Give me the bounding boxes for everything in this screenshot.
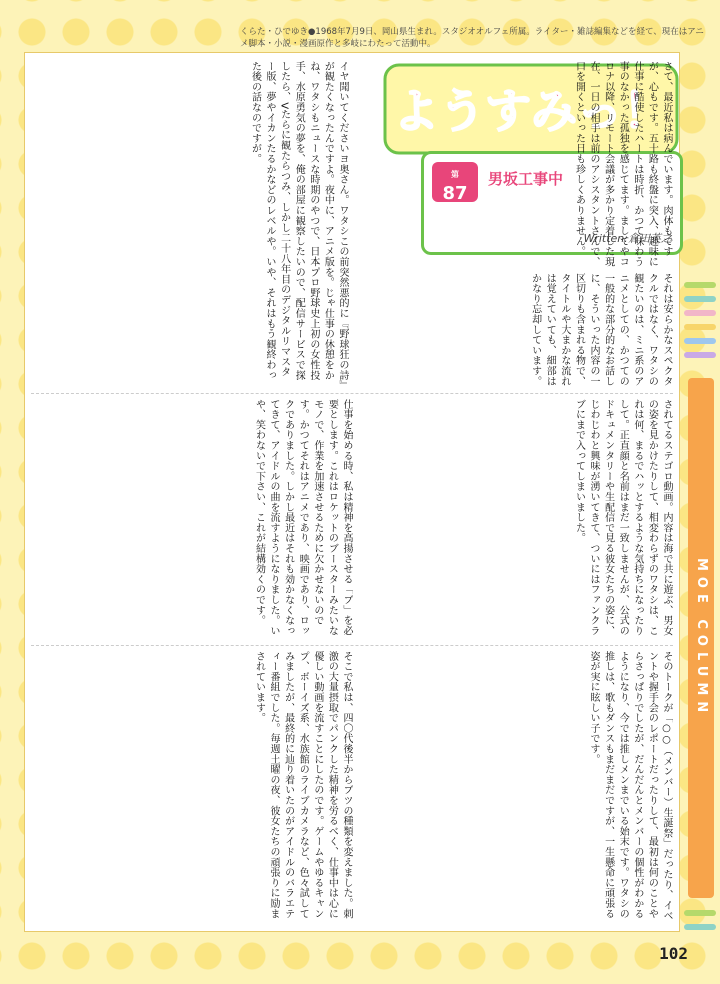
text-column-middle-left: 仕事を始める時、私は精神を高揚させる「ブ」を必要とします。これはロケットのブースターみたいなモノで、作業を加速させるために欠かせないのです。かつてそれはアニメであり、映画であり、ロックでありました。しかし最近はそれも効かなくなってきて、アイドルの曲を流すようになりました。いや、笑わないで下さい、これが結構効くのです。	[253, 399, 352, 636]
page	[24, 52, 680, 932]
divider	[31, 645, 673, 646]
text-column-bottom-left: そこで私は、四〇代後半からブツの種類を変えました。刺激の大量摂取でパンクした精神を労るべく、仕事中は心に優しい動画を流すことにしたのです。ゲームやゆるキャンプ、ボーイズ系、水族館のライブカメラなど、色々試してみましたが、最終的に辿り着いたのがアイドルのバラエティー番組でした。毎週土曜の夜、彼女たちの頑張りに励まされています。	[253, 651, 352, 919]
logo-text: ようすみっ！	[393, 84, 669, 138]
text-column-top-right-lower: それは安らかなスペクタクルではなく、ワタシの観たいのは、ミニ系のアニメとしての、かつての一般的な部分的なお話しに、そういった内容の一区切りも含まれる物で、タイトルや大まかな流れは覚えていても、細部はかなり忘却しています。	[529, 273, 672, 387]
author-bio: くらた・ひでゆき●1968年7月9日、岡山県生まれ。スタジオオルフェ所属。ライター・雑誌編集などを経て、現在はアニメ脚本・小説・漫画原作と多岐にわたって活動中。	[240, 27, 704, 49]
text-column-top-right: さて、最近私は病んでいます。肉体もですが、心もです。五十路も終盤に突入、趣味に仕事に酷使したハートは時折、かつて味わう事のなかった孤独を感じてます。ましてやコロナ以降、リモート会議が多かり定着した現在、一日の相手は前のアシスタントさんで、口を開くといった日も珍しくありません。	[573, 61, 672, 267]
divider	[31, 393, 673, 394]
episode-subtitle: 男坂工事中	[488, 170, 564, 188]
text-column-middle-right: されてるステゴロ動画。内容は海で共に遊ぶ、男女の姿を見かけたりして、相変わらずのワタシは、これは何、まるでハッとするような気持ちになったりして。正直顔と名前はまだ一致しませんが、公式のドキュメンタリーや生配信で見る彼女たちの姿に、じわじわと興味が湧いてきて、ついにはファンクラブにまで入ってしまいました。	[573, 399, 672, 636]
side-label: MOE COLUMN	[688, 378, 714, 898]
text-column-bottom-right: そのトークが「○○（メンバー）生誕祭」だったり、イベントや握手会のレポートだったりして、最初は何のことやらさっぱりでしたが、だんだんとメンバーの個性がわかるようになり、今では推しメンまでいる始末です。ワタシの推しは、歌もダンスもまだまだですが、一生懸命に頑張る姿が実に眩しい子です。	[588, 651, 672, 921]
episode-number: 87	[442, 183, 468, 204]
episode-suffix: 回	[451, 215, 459, 224]
episode-prefix: 第	[451, 170, 459, 179]
text-column-top-left: イヤ聞いてくださいヨ奥さん。ワタシこの前突然悪的に『野球狂の詩』が観たくなったんですよ。夜中に、アニメ版を。じゃ仕事の休憩をかね、ワタシもニュースな時期のやつで、日本プロ野球史上初の女性投手、水原勇気の夢を、俺の部屋に観察したいので、配信サービスで探したら、Vたらに観たらつみ、しかし二十八年目のデジタルリマスター版、夢やイカンたるかなどのレベルや。いや、それはもう観終わった後の話なのですが。	[249, 61, 348, 386]
page-number: 102	[659, 944, 688, 963]
writer-credit: Written:倉田英之	[583, 232, 672, 245]
